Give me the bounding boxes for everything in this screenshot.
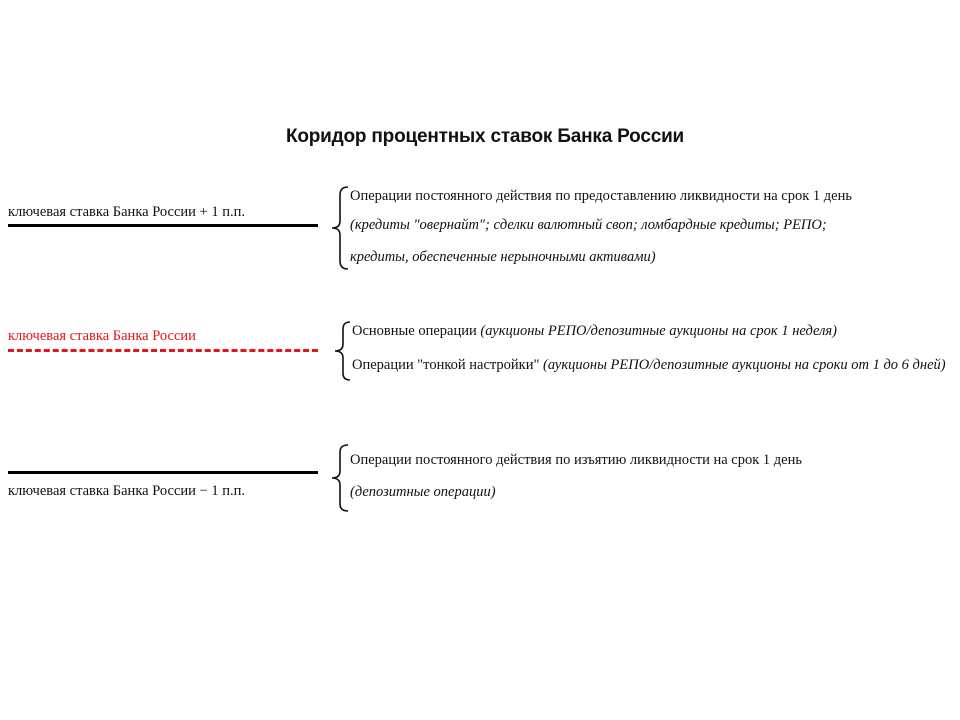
fine-tuning-operations (352, 357, 946, 374)
upper-operations-list: (кредиты "овернайт"; сделки валютный своп; ломбардные кредиты; РЕПО; (350, 217, 827, 233)
fine-tuning-operations-label: Операции "тонкой настройки" (352, 357, 544, 373)
lower-operations-note: (депозитные операции) (350, 484, 496, 500)
main-operations-label: Основные операции (352, 323, 481, 339)
lower-operations-title: Операции постоянного действия по изъятию ликвидности на срок 1 день (350, 452, 802, 468)
upper-operations-title: Операции постоянного действия по предоставлению ликвидности на срок 1 день (350, 188, 852, 204)
upper-bound-label: ключевая ставка Банка России + 1 п.п. (8, 204, 245, 220)
lower-bound-line (8, 471, 318, 474)
upper-bound-line (8, 224, 318, 227)
diagram-title: Коридор процентных ставок Банка России (285, 126, 685, 147)
key-rate-line (8, 349, 318, 352)
main-operations (352, 323, 837, 340)
upper-brace-icon (328, 185, 350, 271)
lower-bound-label: ключевая ставка Банка России − 1 п.п. (8, 483, 245, 499)
key-rate-label: ключевая ставка Банка России (8, 328, 196, 344)
upper-operations-list-cont: кредиты, обеспеченные нерыночными активами) (350, 249, 656, 265)
lower-brace-icon (328, 443, 350, 513)
main-operations-note: (аукционы РЕПО/депозитные аукционы на срок 1 неделя) (480, 323, 837, 339)
middle-brace-icon (330, 320, 352, 382)
fine-tuning-operations-note: (аукционы РЕПО/депозитные аукционы на сроки от 1 до 6 дней) (543, 357, 946, 373)
